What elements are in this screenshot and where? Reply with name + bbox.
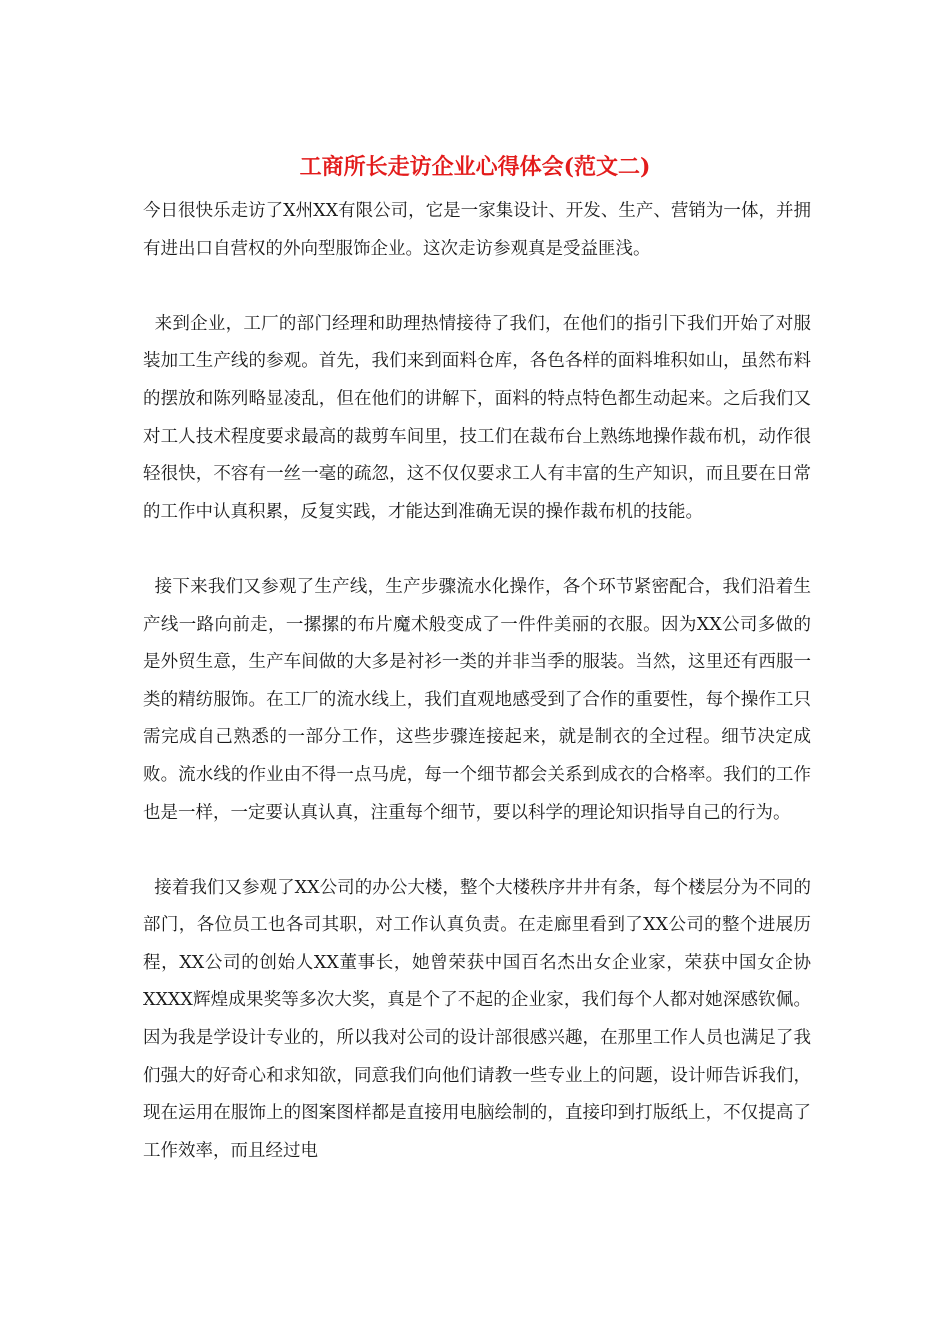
- paragraph-production-line: 接下来我们又参观了生产线，生产步骤流水化操作，各个环节紧密配合，我们沿着生产线一路向前走，一摞摞的布片魔术般变成了一件件美丽的衣服。因为XX公司多做的是外贸生意，生产车间做的大多是衬衫一类的并非当季的服装。当然，这里还有西服一类的精纺服饰。在工厂的流水线上，我们直观地感受到了合作的重要性，每个操作工只需完成自己熟悉的一部分工作，这些步骤连接起来，就是制衣的全过程。细节决定成败。流水线的作业由不得一点马虎，每一个细节都会关系到成衣的合格率。我们的工作也是一样，一定要认真认真，注重每个细节，要以科学的理论知识指导自己的行为。: [143, 576, 811, 823]
- paragraph-fabric-warehouse: 来到企业，工厂的部门经理和助理热情接待了我们，在他们的指引下我们开始了对服装加工生产线的参观。首先，我们来到面料仓库，各色各样的面料堆积如山，虽然布料的摆放和陈列略显凌乱，但在他们的讲解下，面料的特点特色都生动起来。之后我们又对工人技术程度要求最高的裁剪车间里，技工们在裁布台上熟练地操作裁布机，动作很轻很快，不容有一丝一毫的疏忽，这不仅仅要求工人有丰富的生产知识，而且要在日常的工作中认真积累，反复实践，才能达到准确无误的操作裁布机的技能。: [143, 313, 811, 522]
- document-body: [143, 193, 811, 1170]
- paragraph-intro: 今日很快乐走访了X州XX有限公司，它是一家集设计、开发、生产、营销为一体，并拥有进出口自营权的外向型服饰企业。这次走访参观真是受益匪浅。: [143, 201, 811, 259]
- paragraph-spacer: [143, 832, 811, 870]
- document-title: 工商所长走访企业心得体会(范文二): [299, 154, 651, 180]
- paragraph-spacer: [143, 531, 811, 569]
- paragraph-spacer: [143, 268, 811, 306]
- paragraph-office-building: 接着我们又参观了XX公司的办公大楼，整个大楼秩序井井有条，每个楼层分为不同的部门，各位员工也各司其职，对工作认真负责。在走廊里看到了XX公司的整个进展历程，XX公司的创始人XX董事长，她曾荣获中国百名杰出女企业家，荣获中国女企协XXXX辉煌成果奖等多次大奖，真是个了不起的企业家，我们每个人都对她深感钦佩。因为我是学设计专业的，所以我对公司的设计部很感兴趣，在那里工作人员也满足了我们强大的好奇心和求知欲，同意我们向他们请教一些专业上的问题，设计师告诉我们，现在运用在服饰上的图案图样都是直接用电脑绘制的，直接印到打版纸上，不仅提高了工作效率，而且经过电: [143, 877, 811, 1161]
